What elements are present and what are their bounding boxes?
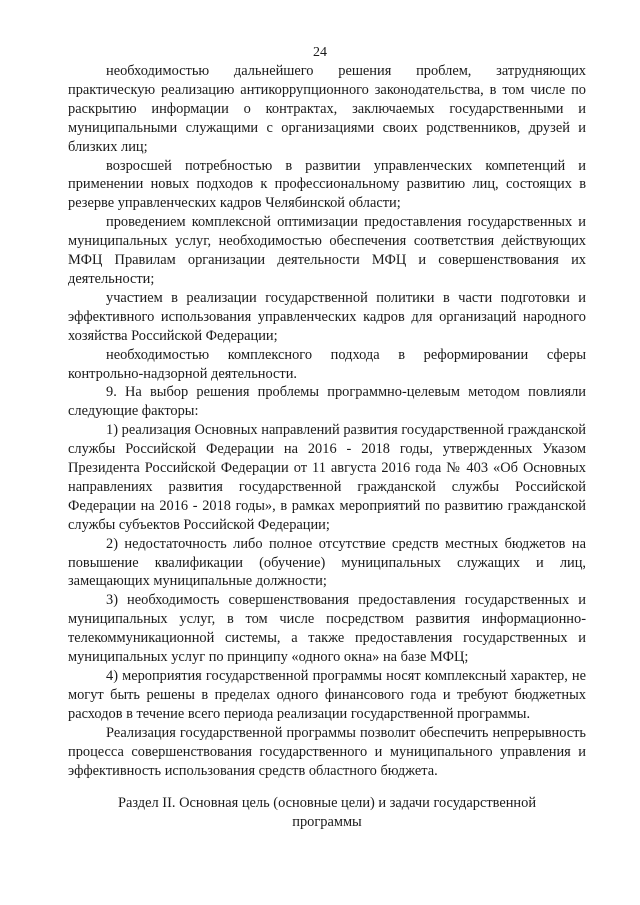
paragraph-control-supervision: необходимостью комплексного подхода в реформировании сферы контрольно-надзорной деятельности. xyxy=(68,346,586,382)
list-item-4: 4) мероприятия государственной программы носят комплексный характер, не могут быть решены в пределах одного финансового года и требуют бюджетных расходов в течение всего периода реализации государственной программы. xyxy=(68,668,586,722)
list-item-2: 2) недостаточность либо полное отсутствие средств местных бюджетов на повышение квалификации (обучение) муниципальных служащих и лиц, замещающих муниципальные должности; xyxy=(68,535,586,590)
paragraph-state-policy: участием в реализации государственной политики в части подготовки и эффективного использования управленческих кадров для организаций народного хозяйства Российской Федерации; xyxy=(68,289,586,344)
paragraph-anticorruption: необходимостью дальнейшего решения проблем, затрудняющих практическую реализацию антикоррупционного законодательства, в том числе по раскрытию информации о контрактах, заключаемых государственными и муниципальными служащими с организациями своих родственников, друзей и близких лиц; xyxy=(68,63,586,155)
list-item-3: 3) необходимость совершенствования предоставления государственных и муниципальных услуг, в том числе посредством развития информационно-телекоммуникационной системы, а также предоставления государственных и муниципальных услуг по принципу «одного окна» на базе МФЦ; xyxy=(68,592,586,666)
body-text xyxy=(68,62,586,780)
paragraph-mfc-optimization: проведением комплексной оптимизации предоставления государственных и муниципальных услуг, необходимостью обеспечения соответствия действующих МФЦ Правилам организации деятельности МФЦ и совершенствования их деятельности; xyxy=(68,214,586,287)
section-heading-line-1: Раздел II. Основная цель (основные цели) и задачи государственной xyxy=(117,795,537,811)
section-heading xyxy=(68,794,586,832)
paragraph-item-9: 9. На выбор решения проблемы программно-целевым методом повлияли следующие факторы: xyxy=(68,384,586,420)
list-item-1: 1) реализация Основных направлений развития государственной гражданской службы Российской Федерации на 2016 - 2018 годы, утвержденных Указом Президента Российской Федерации от 11 августа 2016 года № 403 «Об Основных направлениях развития государственной гражданской службы Российской Федерации на 2016 - 2018 годы», в рамках мероприятий по развитию гражданской службы субъектов Российской Федерации; xyxy=(68,422,586,533)
page-number: 24 xyxy=(313,45,327,60)
paragraph-management-competencies: возросшей потребностью в развитии управленческих компетенций и применении новых подходов к профессиональному развитию лиц, состоящих в резерве управленческих кадров Челябинской области; xyxy=(68,157,586,212)
section-heading-line-2: программы xyxy=(292,813,362,830)
paragraph-implementation: Реализация государственной программы позволит обеспечить непрерывность процесса совершенствования государственного и муниципального управления и эффективность использования средств областного бюджета. xyxy=(68,724,586,779)
